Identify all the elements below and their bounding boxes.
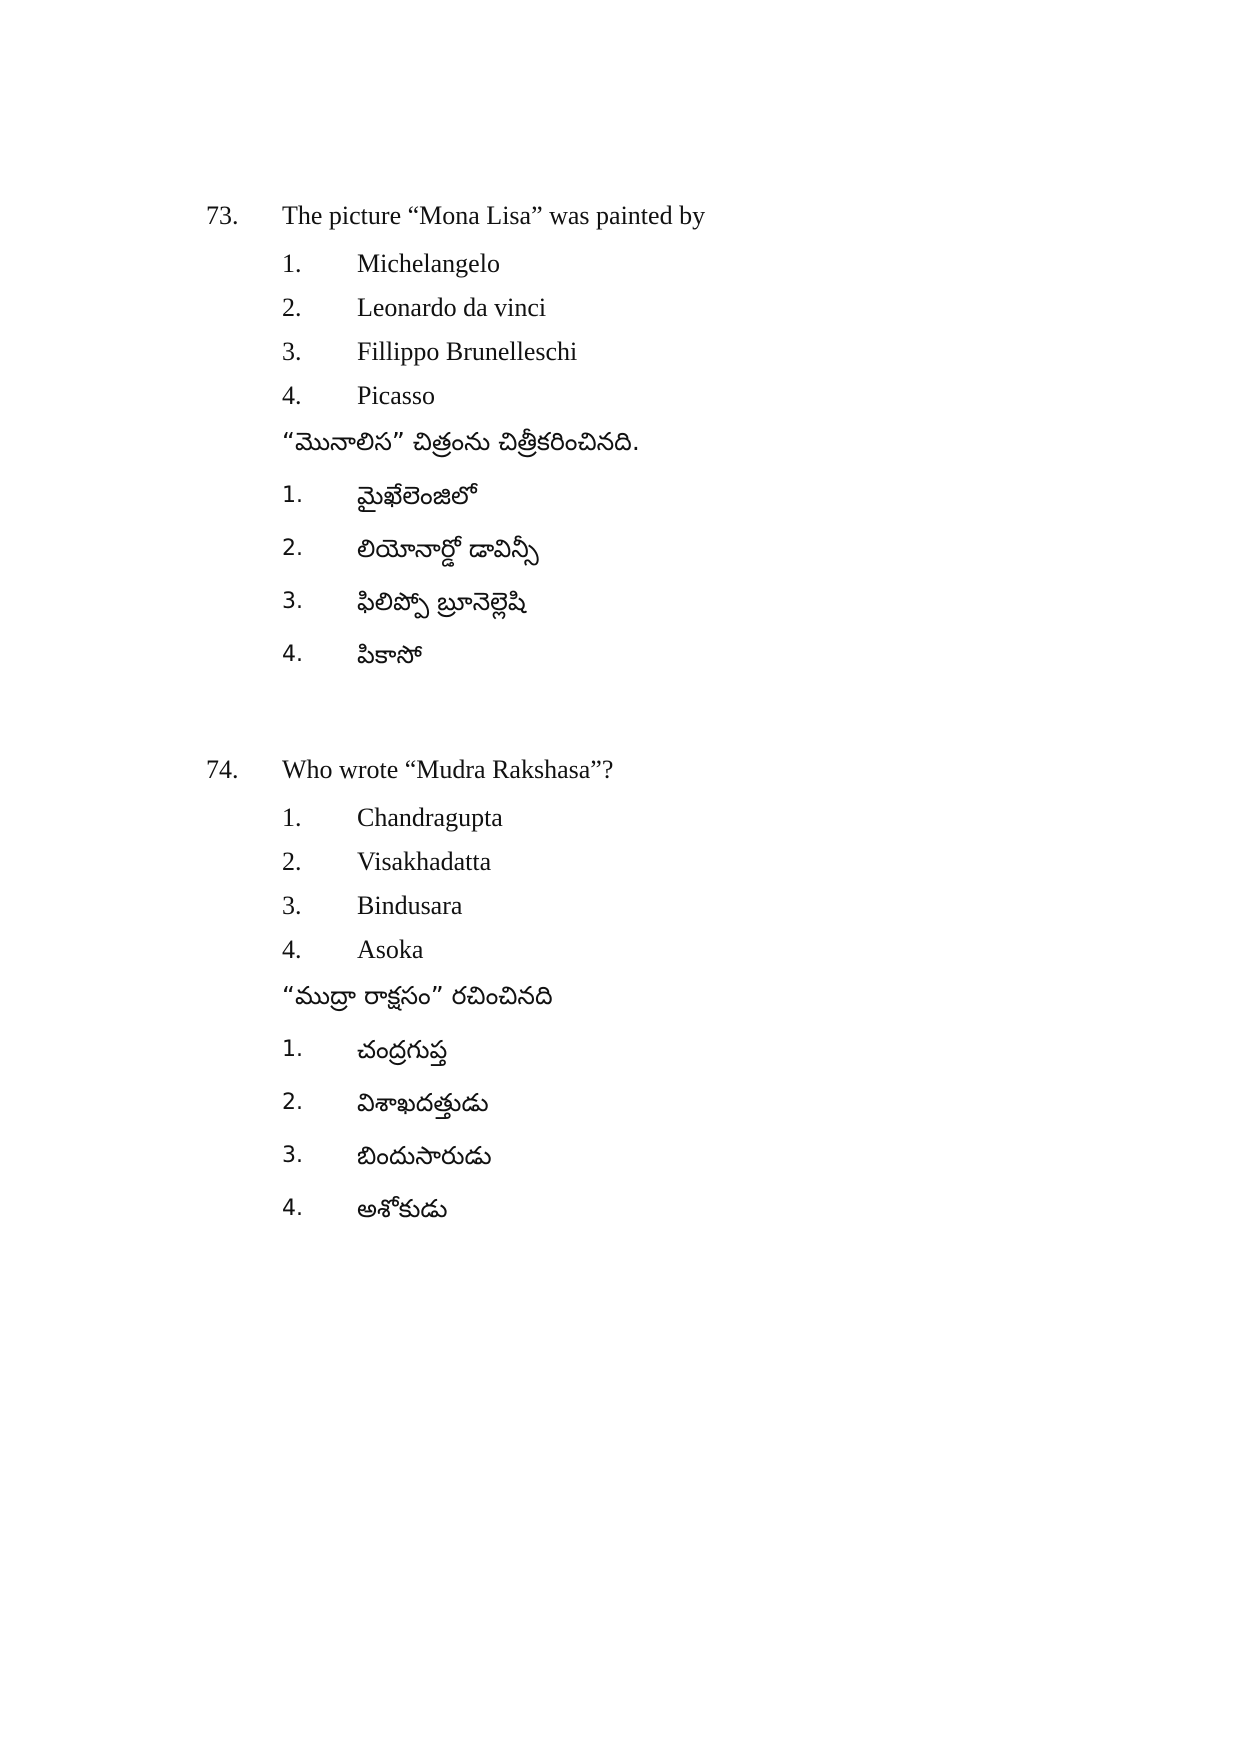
option-text: Picasso xyxy=(357,381,435,410)
option-text: చంద్రగుప్త xyxy=(357,1035,448,1064)
option-text: Asoka xyxy=(357,935,424,964)
option-number: 4. xyxy=(282,381,302,410)
option-number: 2. xyxy=(282,847,302,876)
option-number: 1. xyxy=(282,249,302,278)
option-number: 1. xyxy=(282,803,302,832)
option-number: 2. xyxy=(282,1090,303,1115)
option-number: 2. xyxy=(282,293,302,322)
telugu-question-text: “మొనాలిస” చిత్రంను చిత్రీకరించినది. xyxy=(282,427,640,456)
option-number: 3. xyxy=(282,337,302,366)
option-number: 1. xyxy=(282,1037,303,1062)
option-text: బిందుసారుడు xyxy=(357,1141,492,1170)
option-text: మైఖేలెంజిలో xyxy=(357,481,477,510)
option-text: Leonardo da vinci xyxy=(357,293,547,322)
option-text: విశాఖదత్తుడు xyxy=(357,1088,489,1117)
telugu-question-text: “ముద్రా రాక్షసం” రచించినది xyxy=(282,981,553,1010)
option-number: 2. xyxy=(282,536,303,561)
option-number: 4. xyxy=(282,642,303,667)
option-text: Bindusara xyxy=(357,891,463,920)
option-text: లియోనార్డో డావిన్సీ xyxy=(357,534,539,563)
question-number: 73. xyxy=(206,201,239,230)
option-text: ఫిలిప్పో బ్రూనెల్లెషి xyxy=(357,587,526,616)
option-text: Chandragupta xyxy=(357,803,503,832)
option-text: Michelangelo xyxy=(357,249,500,278)
question-number: 74. xyxy=(206,755,239,784)
option-number: 4. xyxy=(282,1196,303,1221)
option-text: Visakhadatta xyxy=(357,847,492,876)
option-number: 4. xyxy=(282,935,302,964)
question-text: The picture “Mona Lisa” was painted by xyxy=(282,201,706,230)
option-text: Fillippo Brunelleschi xyxy=(357,337,578,366)
question-text: Who wrote “Mudra Rakshasa”? xyxy=(282,755,614,784)
option-text: అశోకుడు xyxy=(357,1194,448,1223)
option-number: 3. xyxy=(282,589,303,614)
option-text: పికాసో xyxy=(357,640,422,669)
option-number: 1. xyxy=(282,483,303,508)
option-number: 3. xyxy=(282,1143,303,1168)
option-number: 3. xyxy=(282,891,302,920)
